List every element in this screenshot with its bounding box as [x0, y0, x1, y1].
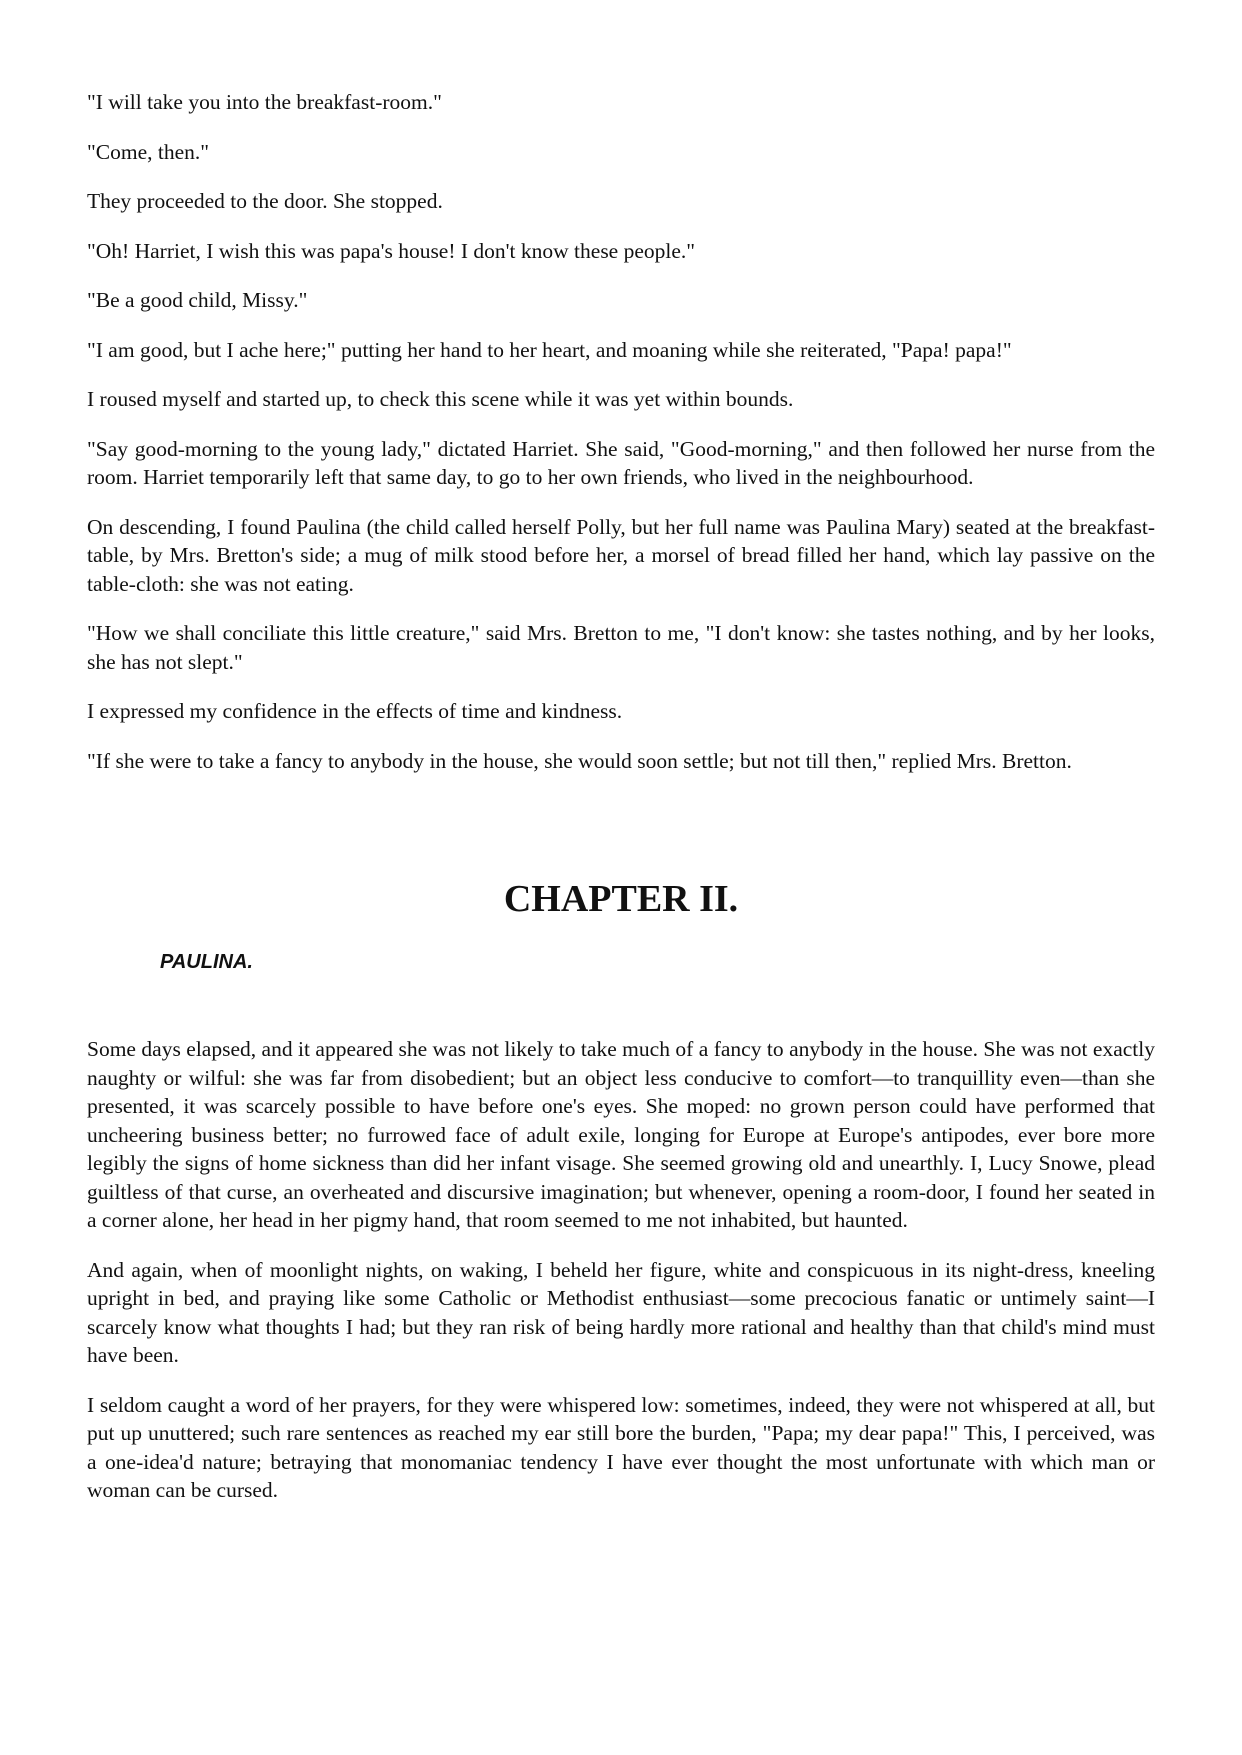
paragraph: Some days elapsed, and it appeared she was not likely to take much of a fancy to anybody in the house. She was not exactly naughty or wilful: she was far from disobedient; but an object less conducive to comfort—to tranquillity even—than she presented, it was scarcely possible to have before one's eyes. She moped: no grown person could have performed that uncheering business better; no furrowed face of adult exile, longing for Europe at Europe's antipodes, ever bore more legibly the signs of home sickness than did her infant visage. She seemed growing old and unearthly. I, Lucy Snowe, plead guiltless of that curse, an overheated and discursive imagination; but whenever, opening a room-door, I found her seated in a corner alone, her head in her pigmy hand, that room seemed to me not inhabited, but haunted.	[87, 1037, 1155, 1232]
paragraph: And again, when of moonlight nights, on waking, I beheld her figure, white and conspicuous in its night-dress, kneeling upright in bed, and praying like some Catholic or Methodist enthusiast—some precocious fanatic or untimely saint—I scarcely know what thoughts I had; but they ran risk of being hardly more rational and healthy than that child's mind must have been.	[87, 1257, 1155, 1367]
paragraph: On descending, I found Paulina (the child called herself Polly, but her full name was Paulina Mary) seated at the breakfast-table, by Mrs. Bretton's side; a mug of milk stood before her, a morsel of bread filled her hand, which lay passive on the table-cloth: she was not eating.	[87, 514, 1155, 596]
paragraph: I seldom caught a word of her prayers, for they were whispered low: sometimes, indeed, they were not whispered at all, but put up unuttered; such rare sentences as reached my ear still bore the burden, "Papa; my dear papa!" This, I perceived, was a one-idea'd nature; betraying that monomaniac tendency I have ever thought the most unfortunate with which man or woman can be cursed.	[87, 1392, 1155, 1502]
section-two-body	[87, 1035, 1155, 1505]
paragraph: "Be a good child, Missy."	[87, 288, 308, 312]
paragraph: I roused myself and started up, to check this scene while it was yet within bounds.	[87, 387, 794, 411]
paragraph: "Say good-morning to the young lady," dictated Harriet. She said, "Good-morning," and then followed her nurse from the room. Harriet temporarily left that same day, to go to her own friends, who lived in the neighbourhood.	[87, 436, 1155, 489]
document-page	[87, 88, 1155, 1526]
section-one-body	[87, 88, 1155, 775]
paragraph: "I will take you into the breakfast-room."	[87, 90, 442, 114]
paragraph: "How we shall conciliate this little creature," said Mrs. Bretton to me, "I don't know: she tastes nothing, and by her looks, she has not slept."	[87, 621, 1155, 674]
paragraph: "I am good, but I ache here;" putting her hand to her heart, and moaning while she reiterated, "Papa! papa!"	[87, 337, 1012, 362]
paragraph: They proceeded to the door. She stopped.	[87, 189, 443, 213]
chapter-subtitle: PAULINA.	[160, 951, 253, 973]
paragraph: "Oh! Harriet, I wish this was papa's house! I don't know these people."	[87, 238, 696, 263]
paragraph: I expressed my confidence in the effects of time and kindness.	[87, 699, 623, 723]
paragraph: "Come, then."	[87, 139, 210, 164]
chapter-heading: CHAPTER II.	[503, 878, 739, 920]
paragraph: "If she were to take a fancy to anybody in the house, she would soon settle; but not till then," replied Mrs. Bretton.	[87, 748, 1072, 773]
